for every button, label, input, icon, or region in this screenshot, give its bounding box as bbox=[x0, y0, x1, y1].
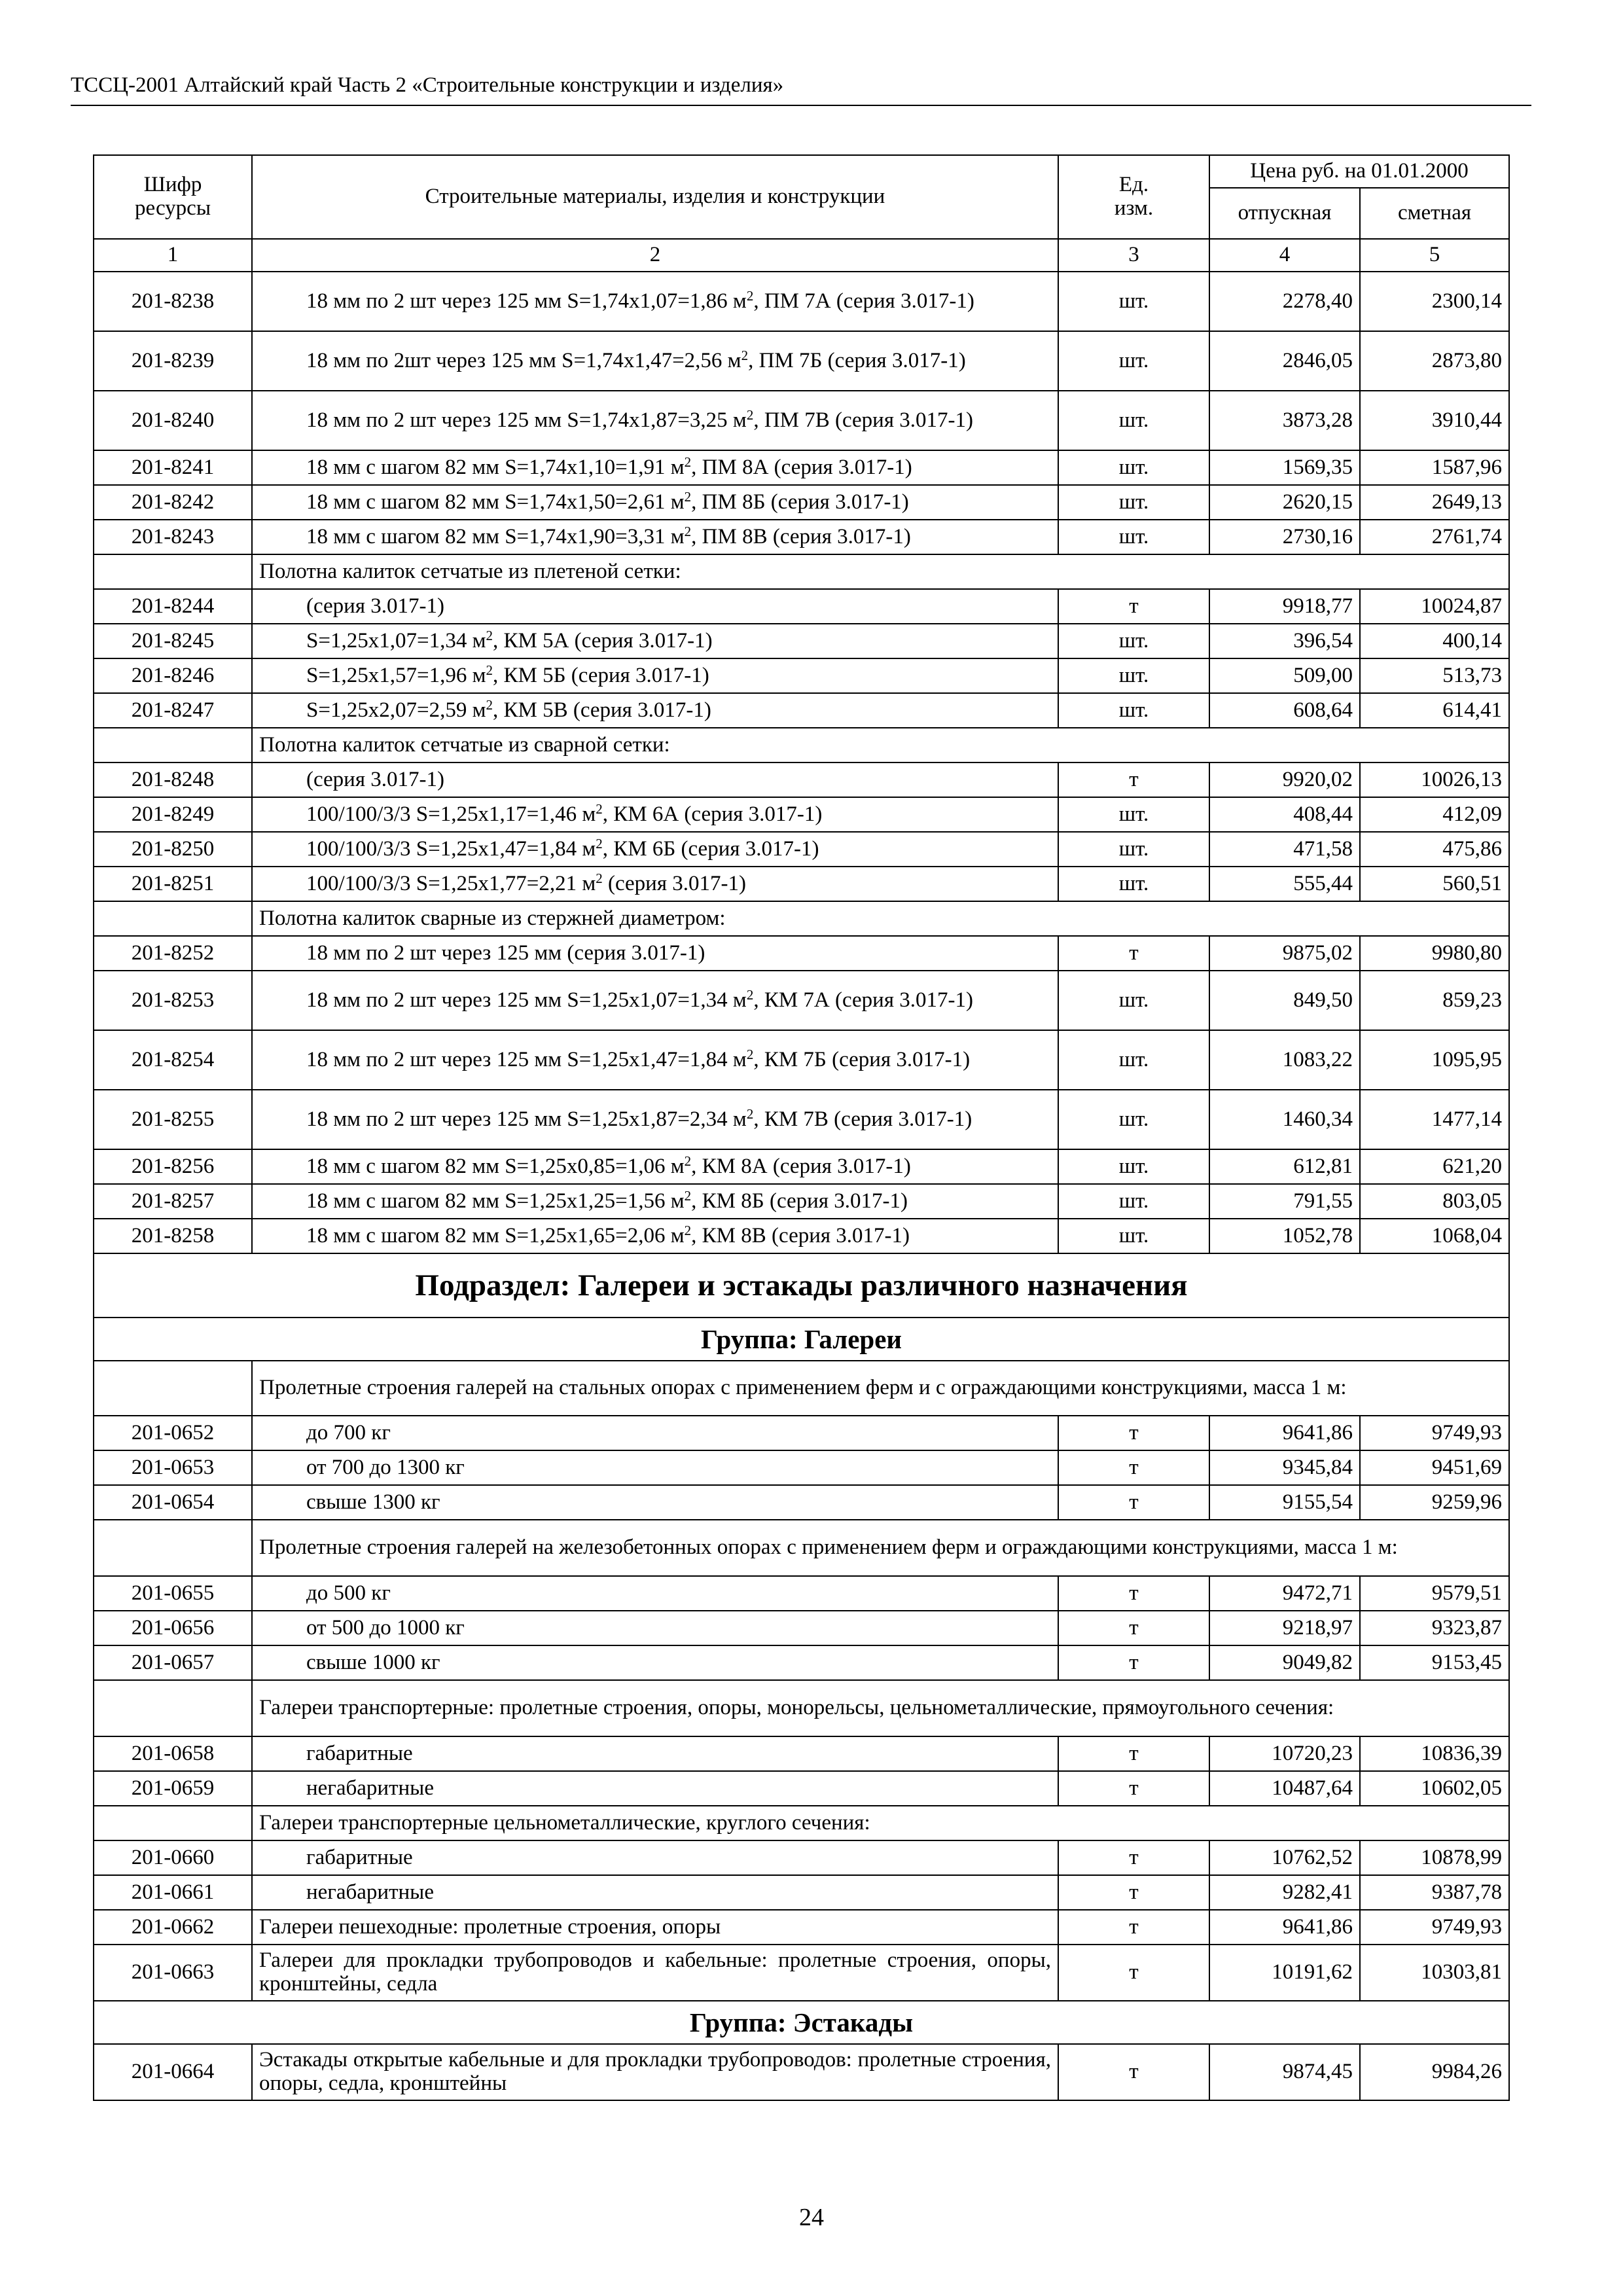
price-release-cell: 9641,86 bbox=[1209, 1416, 1360, 1450]
subsection-title: Подраздел: Галереи и эстакады различного назначения bbox=[94, 1253, 1509, 1318]
table-row bbox=[94, 589, 1509, 624]
table-row bbox=[94, 1840, 1509, 1875]
group-header-row bbox=[94, 1806, 1509, 1840]
column-number-row bbox=[94, 239, 1509, 272]
unit-cell: т bbox=[1058, 589, 1209, 624]
resource-code-cell: 201-8243 bbox=[94, 520, 252, 554]
resource-code-cell: 201-8253 bbox=[94, 971, 252, 1030]
price-estimate-cell: 2300,14 bbox=[1360, 272, 1509, 331]
header-row-1 bbox=[94, 155, 1509, 188]
resource-code-cell: 201-8245 bbox=[94, 624, 252, 658]
price-release-cell: 2730,16 bbox=[1209, 520, 1360, 554]
price-estimate-cell: 859,23 bbox=[1360, 971, 1509, 1030]
resource-code-cell: 201-8242 bbox=[94, 485, 252, 520]
resource-code-cell: 201-0660 bbox=[94, 1840, 252, 1875]
unit-cell: т bbox=[1058, 1645, 1209, 1680]
material-name-cell: 100/100/3/3 S=1,25х1,47=1,84 $м^2$, КМ 6Б (серия 3.017-1) bbox=[252, 832, 1058, 867]
group-galleries-title-row bbox=[94, 1318, 1509, 1361]
price-release-cell: 608,64 bbox=[1209, 693, 1360, 728]
document-header-title: ТССЦ-2001 Алтайский край Часть 2 «Строительные конструкции и изделия» bbox=[71, 73, 784, 97]
header-price-estimate: сметная bbox=[1360, 188, 1509, 239]
table-row bbox=[94, 2044, 1509, 2100]
material-name-cell: 18 мм с шагом 82 мм S=1,25х1,65=2,06 $м^2$, КМ 8В (серия 3.017-1) bbox=[252, 1219, 1058, 1253]
table-row bbox=[94, 1450, 1509, 1485]
table-row bbox=[94, 272, 1509, 331]
resource-code-cell: 201-8249 bbox=[94, 797, 252, 832]
price-release-cell: 1083,22 bbox=[1209, 1030, 1360, 1090]
group-header-row bbox=[94, 901, 1509, 936]
table-row bbox=[94, 867, 1509, 901]
material-name-cell: 18 мм с шагом 82 мм S=1,25х0,85=1,06 $м^2$, КМ 8А (серия 3.017-1) bbox=[252, 1149, 1058, 1184]
price-release-cell: 9874,45 bbox=[1209, 2044, 1360, 2100]
material-name-cell: 18 мм с шагом 82 мм S=1,74х1,90=3,31 $м^2$, ПМ 8В (серия 3.017-1) bbox=[252, 520, 1058, 554]
material-name-cell: Галереи пешеходные: пролетные строения, опоры bbox=[252, 1910, 1058, 1945]
material-name-cell: 18 мм с шагом 82 мм S=1,74х1,10=1,91 $м^2$, ПМ 8А (серия 3.017-1) bbox=[252, 450, 1058, 485]
group-header-title: Полотна калиток сварные из стержней диаметром: bbox=[252, 901, 1509, 936]
price-release-cell: 2278,40 bbox=[1209, 272, 1360, 331]
group-header-row bbox=[94, 1361, 1509, 1416]
material-name-cell: 18 мм по 2 шт через 125 мм S=1,25х1,87=2,34 $м^2$, КМ 7В (серия 3.017-1) bbox=[252, 1090, 1058, 1149]
material-name-cell: негабаритные bbox=[252, 1875, 1058, 1910]
resource-code-cell: 201-8256 bbox=[94, 1149, 252, 1184]
unit-cell: шт. bbox=[1058, 1219, 1209, 1253]
price-release-cell: 9282,41 bbox=[1209, 1875, 1360, 1910]
table-row bbox=[94, 520, 1509, 554]
unit-cell: шт. bbox=[1058, 272, 1209, 331]
group-header-title: Галереи транспортерные цельнометаллические, круглого сечения: bbox=[252, 1806, 1509, 1840]
unit-cell: шт. bbox=[1058, 450, 1209, 485]
group-header-code-empty bbox=[94, 728, 252, 762]
material-name-cell: 18 мм по 2 шт через 125 мм S=1,25х1,07=1,34 $м^2$, КМ 7А (серия 3.017-1) bbox=[252, 971, 1058, 1030]
price-estimate-cell: 803,05 bbox=[1360, 1184, 1509, 1219]
header-price-release: отпускная bbox=[1209, 188, 1360, 239]
price-release-cell: 408,44 bbox=[1209, 797, 1360, 832]
unit-cell: т bbox=[1058, 1450, 1209, 1485]
price-estimate-cell: 9387,78 bbox=[1360, 1875, 1509, 1910]
table-row bbox=[94, 391, 1509, 450]
price-estimate-cell: 9259,96 bbox=[1360, 1485, 1509, 1520]
price-estimate-cell: 560,51 bbox=[1360, 867, 1509, 901]
price-estimate-cell: 10878,99 bbox=[1360, 1840, 1509, 1875]
table-row bbox=[94, 797, 1509, 832]
table-row bbox=[94, 1771, 1509, 1806]
price-release-cell: 9472,71 bbox=[1209, 1576, 1360, 1611]
resource-code-cell: 201-0657 bbox=[94, 1645, 252, 1680]
material-name-cell: (серия 3.017-1) bbox=[252, 589, 1058, 624]
price-estimate-cell: 1068,04 bbox=[1360, 1219, 1509, 1253]
table-row bbox=[94, 1485, 1509, 1520]
page-number: 24 bbox=[799, 2204, 824, 2231]
material-name-cell: 18 мм по 2 шт через 125 мм (серия 3.017-1) bbox=[252, 936, 1058, 971]
material-name-cell: габаритные bbox=[252, 1840, 1058, 1875]
price-estimate-cell: 9984,26 bbox=[1360, 2044, 1509, 2100]
material-name-cell: 18 мм по 2 шт через 125 мм S=1,74х1,87=3,25 $м^2$, ПМ 7В (серия 3.017-1) bbox=[252, 391, 1058, 450]
price-release-cell: 612,81 bbox=[1209, 1149, 1360, 1184]
resource-code-cell: 201-8254 bbox=[94, 1030, 252, 1090]
resource-code-cell: 201-0661 bbox=[94, 1875, 252, 1910]
table-row bbox=[94, 1149, 1509, 1184]
unit-cell: шт. bbox=[1058, 331, 1209, 391]
table-row bbox=[94, 693, 1509, 728]
price-estimate-cell: 9579,51 bbox=[1360, 1576, 1509, 1611]
table-row bbox=[94, 971, 1509, 1030]
unit-cell: т bbox=[1058, 1416, 1209, 1450]
group-header-row bbox=[94, 1680, 1509, 1736]
resource-code-cell: 201-0663 bbox=[94, 1945, 252, 2001]
table-row bbox=[94, 1576, 1509, 1611]
group-overpasses-title: Группа: Эстакады bbox=[94, 2001, 1509, 2044]
price-release-cell: 9918,77 bbox=[1209, 589, 1360, 624]
unit-cell: т bbox=[1058, 1576, 1209, 1611]
resource-code-cell: 201-8251 bbox=[94, 867, 252, 901]
price-release-cell: 9920,02 bbox=[1209, 762, 1360, 797]
unit-cell: шт. bbox=[1058, 1149, 1209, 1184]
price-release-cell: 791,55 bbox=[1209, 1184, 1360, 1219]
price-estimate-cell: 9749,93 bbox=[1360, 1910, 1509, 1945]
price-release-cell: 9155,54 bbox=[1209, 1485, 1360, 1520]
header-code: Шифр ресурсы bbox=[94, 155, 252, 239]
price-table bbox=[93, 154, 1510, 2101]
material-name-cell: 18 мм по 2 шт через 125 мм S=1,25х1,47=1,84 $м^2$, КМ 7Б (серия 3.017-1) bbox=[252, 1030, 1058, 1090]
price-estimate-cell: 2873,80 bbox=[1360, 331, 1509, 391]
unit-cell: т bbox=[1058, 1771, 1209, 1806]
material-name-cell: (серия 3.017-1) bbox=[252, 762, 1058, 797]
unit-cell: т bbox=[1058, 1485, 1209, 1520]
resource-code-cell: 201-0659 bbox=[94, 1771, 252, 1806]
table-row bbox=[94, 1611, 1509, 1645]
unit-cell: т bbox=[1058, 1910, 1209, 1945]
table-row bbox=[94, 1875, 1509, 1910]
table-row bbox=[94, 1184, 1509, 1219]
price-estimate-cell: 2649,13 bbox=[1360, 485, 1509, 520]
price-release-cell: 10487,64 bbox=[1209, 1771, 1360, 1806]
resource-code-cell: 201-8252 bbox=[94, 936, 252, 971]
price-estimate-cell: 10026,13 bbox=[1360, 762, 1509, 797]
unit-cell: шт. bbox=[1058, 867, 1209, 901]
price-estimate-cell: 10024,87 bbox=[1360, 589, 1509, 624]
price-release-cell: 2846,05 bbox=[1209, 331, 1360, 391]
price-release-cell: 9641,86 bbox=[1209, 1910, 1360, 1945]
price-release-cell: 9345,84 bbox=[1209, 1450, 1360, 1485]
material-name-cell: Галереи для прокладки трубопроводов и кабельные: пролетные строения, опоры, кронштейны, седла bbox=[252, 1945, 1058, 2001]
price-release-cell: 1052,78 bbox=[1209, 1219, 1360, 1253]
table-row bbox=[94, 658, 1509, 693]
group-header-code-empty bbox=[94, 1680, 252, 1736]
price-release-cell: 509,00 bbox=[1209, 658, 1360, 693]
price-release-cell: 9875,02 bbox=[1209, 936, 1360, 971]
col-number-5: 5 bbox=[1360, 239, 1509, 272]
resource-code-cell: 201-8255 bbox=[94, 1090, 252, 1149]
price-estimate-cell: 10836,39 bbox=[1360, 1736, 1509, 1771]
material-name-cell: до 700 кг bbox=[252, 1416, 1058, 1450]
price-estimate-cell: 10303,81 bbox=[1360, 1945, 1509, 2001]
material-name-cell: 100/100/3/3 S=1,25х1,77=2,21 $м^2$ (серия 3.017-1) bbox=[252, 867, 1058, 901]
price-release-cell: 396,54 bbox=[1209, 624, 1360, 658]
price-estimate-cell: 2761,74 bbox=[1360, 520, 1509, 554]
group-header-code-empty bbox=[94, 1520, 252, 1576]
unit-cell: шт. bbox=[1058, 520, 1209, 554]
price-release-cell: 10191,62 bbox=[1209, 1945, 1360, 2001]
resource-code-cell: 201-8257 bbox=[94, 1184, 252, 1219]
material-name-cell: S=1,25х1,07=1,34 $м^2$, КМ 5А (серия 3.017-1) bbox=[252, 624, 1058, 658]
table-row bbox=[94, 450, 1509, 485]
unit-cell: т bbox=[1058, 1736, 1209, 1771]
group-overpasses-title-row bbox=[94, 2001, 1509, 2044]
table-row bbox=[94, 485, 1509, 520]
material-name-cell: 18 мм по 2 шт через 125 мм S=1,74х1,07=1,86 $м^2$, ПМ 7А (серия 3.017-1) bbox=[252, 272, 1058, 331]
resource-code-cell: 201-8240 bbox=[94, 391, 252, 450]
table-row bbox=[94, 762, 1509, 797]
unit-cell: шт. bbox=[1058, 658, 1209, 693]
price-estimate-cell: 9980,80 bbox=[1360, 936, 1509, 971]
price-release-cell: 849,50 bbox=[1209, 971, 1360, 1030]
material-name-cell: S=1,25х1,57=1,96 $м^2$, КМ 5Б (серия 3.017-1) bbox=[252, 658, 1058, 693]
resource-code-cell: 201-0654 bbox=[94, 1485, 252, 1520]
price-estimate-cell: 475,86 bbox=[1360, 832, 1509, 867]
resource-code-cell: 201-8250 bbox=[94, 832, 252, 867]
table-row bbox=[94, 1910, 1509, 1945]
material-name-cell: от 700 до 1300 кг bbox=[252, 1450, 1058, 1485]
price-estimate-cell: 9749,93 bbox=[1360, 1416, 1509, 1450]
resource-code-cell: 201-8238 bbox=[94, 272, 252, 331]
unit-cell: шт. bbox=[1058, 1090, 1209, 1149]
resource-code-cell: 201-0658 bbox=[94, 1736, 252, 1771]
unit-cell: шт. bbox=[1058, 797, 1209, 832]
price-estimate-cell: 9323,87 bbox=[1360, 1611, 1509, 1645]
col-number-4: 4 bbox=[1209, 239, 1360, 272]
price-release-cell: 10762,52 bbox=[1209, 1840, 1360, 1875]
table-row bbox=[94, 1736, 1509, 1771]
unit-cell: т bbox=[1058, 1840, 1209, 1875]
group-header-code-empty bbox=[94, 901, 252, 936]
unit-cell: т bbox=[1058, 1945, 1209, 2001]
resource-code-cell: 201-0655 bbox=[94, 1576, 252, 1611]
price-estimate-cell: 1477,14 bbox=[1360, 1090, 1509, 1149]
price-release-cell: 9218,97 bbox=[1209, 1611, 1360, 1645]
group-header-title: Галереи транспортерные: пролетные строения, опоры, монорельсы, цельнометаллические, прямоугольного сечения: bbox=[252, 1680, 1509, 1736]
resource-code-cell: 201-0664 bbox=[94, 2044, 252, 2100]
table-row bbox=[94, 331, 1509, 391]
price-release-cell: 1460,34 bbox=[1209, 1090, 1360, 1149]
unit-cell: т bbox=[1058, 762, 1209, 797]
resource-code-cell: 201-8241 bbox=[94, 450, 252, 485]
table-row bbox=[94, 1090, 1509, 1149]
unit-cell: шт. bbox=[1058, 624, 1209, 658]
header-price-group: Цена руб. на 01.01.2000 bbox=[1209, 155, 1509, 188]
group-galleries-title: Группа: Галереи bbox=[94, 1318, 1509, 1361]
material-name-cell: S=1,25х2,07=2,59 $м^2$, КМ 5В (серия 3.017-1) bbox=[252, 693, 1058, 728]
price-release-cell: 10720,23 bbox=[1209, 1736, 1360, 1771]
unit-cell: шт. bbox=[1058, 971, 1209, 1030]
resource-code-cell: 201-0662 bbox=[94, 1910, 252, 1945]
resource-code-cell: 201-8258 bbox=[94, 1219, 252, 1253]
material-name-cell: до 500 кг bbox=[252, 1576, 1058, 1611]
resource-code-cell: 201-8247 bbox=[94, 693, 252, 728]
unit-cell: шт. bbox=[1058, 1184, 1209, 1219]
material-name-cell: свыше 1300 кг bbox=[252, 1485, 1058, 1520]
unit-cell: т bbox=[1058, 1875, 1209, 1910]
material-name-cell: от 500 до 1000 кг bbox=[252, 1611, 1058, 1645]
table-row bbox=[94, 1416, 1509, 1450]
price-estimate-cell: 513,73 bbox=[1360, 658, 1509, 693]
price-estimate-cell: 621,20 bbox=[1360, 1149, 1509, 1184]
price-release-cell: 3873,28 bbox=[1209, 391, 1360, 450]
resource-code-cell: 201-0656 bbox=[94, 1611, 252, 1645]
group-header-title: Полотна калиток сетчатые из плетеной сетки: bbox=[252, 554, 1509, 589]
group-header-title: Пролетные строения галерей на железобетонных опорах с применением ферм и ограждающими конструкциями, масса 1 м: bbox=[252, 1520, 1509, 1576]
price-release-cell: 555,44 bbox=[1209, 867, 1360, 901]
header-unit: Ед. изм. bbox=[1058, 155, 1209, 239]
table-row bbox=[94, 1219, 1509, 1253]
material-name-cell: 100/100/3/3 S=1,25х1,17=1,46 $м^2$, КМ 6А (серия 3.017-1) bbox=[252, 797, 1058, 832]
material-name-cell: габаритные bbox=[252, 1736, 1058, 1771]
subsection-title-row bbox=[94, 1253, 1509, 1318]
price-estimate-cell: 9451,69 bbox=[1360, 1450, 1509, 1485]
group-header-row bbox=[94, 1520, 1509, 1576]
price-release-cell: 9049,82 bbox=[1209, 1645, 1360, 1680]
header-divider bbox=[71, 105, 1531, 106]
col-number-1: 1 bbox=[94, 239, 252, 272]
group-header-title: Полотна калиток сетчатые из сварной сетки: bbox=[252, 728, 1509, 762]
col-number-3: 3 bbox=[1058, 239, 1209, 272]
header-name: Строительные материалы, изделия и конструкции bbox=[252, 155, 1058, 239]
table-row bbox=[94, 1945, 1509, 2001]
resource-code-cell: 201-0652 bbox=[94, 1416, 252, 1450]
unit-cell: шт. bbox=[1058, 485, 1209, 520]
price-estimate-cell: 1587,96 bbox=[1360, 450, 1509, 485]
price-release-cell: 1569,35 bbox=[1209, 450, 1360, 485]
resource-code-cell: 201-8244 bbox=[94, 589, 252, 624]
material-name-cell: негабаритные bbox=[252, 1771, 1058, 1806]
unit-cell: т bbox=[1058, 1611, 1209, 1645]
price-release-cell: 2620,15 bbox=[1209, 485, 1360, 520]
group-header-row bbox=[94, 728, 1509, 762]
price-estimate-cell: 412,09 bbox=[1360, 797, 1509, 832]
group-header-code-empty bbox=[94, 1806, 252, 1840]
resource-code-cell: 201-8239 bbox=[94, 331, 252, 391]
material-name-cell: 18 мм с шагом 82 мм S=1,74х1,50=2,61 $м^2$, ПМ 8Б (серия 3.017-1) bbox=[252, 485, 1058, 520]
price-estimate-cell: 400,14 bbox=[1360, 624, 1509, 658]
table-row bbox=[94, 624, 1509, 658]
group-header-title: Пролетные строения галерей на стальных опорах с применением ферм и с ограждающими конструкциями, масса 1 м: bbox=[252, 1361, 1509, 1416]
unit-cell: шт. bbox=[1058, 391, 1209, 450]
material-name-cell: 18 мм по 2шт через 125 мм S=1,74х1,47=2,56 $м^2$, ПМ 7Б (серия 3.017-1) bbox=[252, 331, 1058, 391]
group-header-row bbox=[94, 554, 1509, 589]
material-name-cell: Эстакады открытые кабельные и для прокладки трубопроводов: пролетные строения, опоры, седла, кронштейны bbox=[252, 2044, 1058, 2100]
table-row bbox=[94, 936, 1509, 971]
table-row bbox=[94, 1645, 1509, 1680]
table-row bbox=[94, 1030, 1509, 1090]
col-number-2: 2 bbox=[252, 239, 1058, 272]
price-release-cell: 471,58 bbox=[1209, 832, 1360, 867]
material-name-cell: свыше 1000 кг bbox=[252, 1645, 1058, 1680]
price-estimate-cell: 3910,44 bbox=[1360, 391, 1509, 450]
material-name-cell: 18 мм с шагом 82 мм S=1,25х1,25=1,56 $м^2$, КМ 8Б (серия 3.017-1) bbox=[252, 1184, 1058, 1219]
unit-cell: т bbox=[1058, 936, 1209, 971]
table-row bbox=[94, 832, 1509, 867]
price-estimate-cell: 9153,45 bbox=[1360, 1645, 1509, 1680]
price-estimate-cell: 614,41 bbox=[1360, 693, 1509, 728]
price-estimate-cell: 10602,05 bbox=[1360, 1771, 1509, 1806]
resource-code-cell: 201-8246 bbox=[94, 658, 252, 693]
resource-code-cell: 201-8248 bbox=[94, 762, 252, 797]
unit-cell: т bbox=[1058, 2044, 1209, 2100]
price-estimate-cell: 1095,95 bbox=[1360, 1030, 1509, 1090]
unit-cell: шт. bbox=[1058, 832, 1209, 867]
group-header-code-empty bbox=[94, 1361, 252, 1416]
unit-cell: шт. bbox=[1058, 693, 1209, 728]
unit-cell: шт. bbox=[1058, 1030, 1209, 1090]
resource-code-cell: 201-0653 bbox=[94, 1450, 252, 1485]
group-header-code-empty bbox=[94, 554, 252, 589]
